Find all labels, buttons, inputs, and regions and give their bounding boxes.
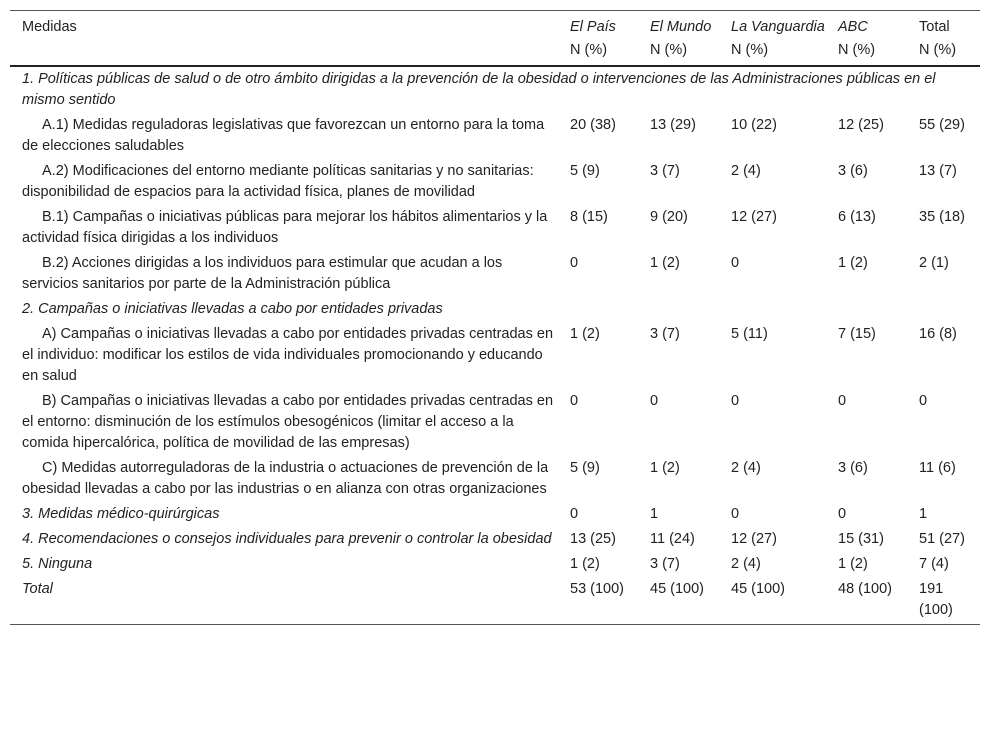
table-header [10, 11, 980, 67]
measure-sublabel: B.2) Acciones dirigidas a los individuos para estimular que acudan a los servicios sanitarios por parte de la Administración pública [22, 255, 503, 292]
cell-el-pais: 20 (38) [570, 117, 616, 133]
cell-el-mundo: 3 (7) [650, 163, 680, 179]
table-row [10, 251, 980, 297]
cell-el-pais: 8 (15) [570, 209, 608, 225]
table-row [10, 205, 980, 251]
cell-total: 2 (1) [919, 255, 949, 271]
measure-category: 4. Recomendaciones o consejos individuales para prevenir o controlar la obesidad [22, 531, 552, 547]
cell-la-vanguardia: 0 [731, 255, 740, 271]
header-el-pais: El País [570, 19, 616, 35]
unit-la-vanguardia: N (%) [731, 42, 769, 58]
table-row [10, 456, 980, 502]
cell-total: 13 (7) [919, 163, 957, 179]
table-row [10, 502, 980, 527]
cell-la-vanguardia: 2 (4) [731, 163, 761, 179]
measure-sublabel: B) Campañas o iniciativas llevadas a cabo por entidades privadas centradas en el entorno: disminución de los estímulos obesogénicos (limitar el acceso a la comida hipercalórica, política de movilidad de las empresas) [22, 393, 554, 451]
cell-el-pais: 5 (9) [570, 460, 600, 476]
cell-el-pais: 0 [570, 393, 579, 409]
cell-el-pais: 13 (25) [570, 531, 616, 547]
cell-la-vanguardia: 2 (4) [731, 556, 761, 572]
cell-abc: 15 (31) [838, 531, 884, 547]
cell-la-vanguardia: 12 (27) [731, 531, 777, 547]
cell-el-mundo: 3 (7) [650, 326, 680, 342]
measures-table [10, 10, 980, 625]
unit-el-mundo: N (%) [650, 42, 688, 58]
cell-abc: 12 (25) [838, 117, 884, 133]
cell-la-vanguardia: 0 [731, 506, 740, 522]
table-row [10, 159, 980, 205]
measure-category: 1. Políticas públicas de salud o de otro ámbito dirigidas a la prevención de la obesidad o intervenciones de las Administraciones públicas en el mismo sentido [22, 71, 936, 108]
cell-el-mundo: 1 (2) [650, 460, 680, 476]
cell-el-mundo: 13 (29) [650, 117, 696, 133]
header-blank [10, 38, 558, 66]
table-row [10, 552, 980, 577]
measure-category: 5. Ninguna [22, 556, 93, 572]
measure-sublabel: A.2) Modificaciones del entorno mediante políticas sanitarias y no sanitarias: disponibilidad de espacios para la actividad física, planes de movilidad [22, 163, 534, 200]
cell-la-vanguardia: 0 [731, 393, 740, 409]
cell-el-mundo: 3 (7) [650, 556, 680, 572]
table-row [10, 113, 980, 159]
cell-total: 7 (4) [919, 556, 949, 572]
measure-category: 2. Campañas o iniciativas llevadas a cabo por entidades privadas [22, 301, 443, 317]
measure-sublabel: C) Medidas autorreguladoras de la industria o actuaciones de prevención de la obesidad llevadas a cabo por las industrias o en alianza con otras organizaciones [22, 460, 549, 497]
cell-el-mundo: 45 (100) [638, 577, 719, 625]
header-el-mundo: El Mundo [650, 19, 712, 35]
cell-total: 51 (27) [919, 531, 965, 547]
table-body [10, 66, 980, 625]
measure-category: Total [10, 577, 558, 625]
cell-el-pais: 0 [570, 255, 579, 271]
unit-total: N (%) [919, 42, 957, 58]
cell-el-pais: 1 (2) [570, 556, 600, 572]
measure-sublabel: A.1) Medidas reguladoras legislativas que favorezcan un entorno para la toma de elecciones saludables [22, 117, 545, 154]
cell-total: 0 [919, 393, 928, 409]
cell-la-vanguardia: 5 (11) [731, 326, 768, 342]
table-row [10, 66, 980, 113]
cell-abc: 48 (100) [826, 577, 907, 625]
cell-abc: 1 (2) [838, 556, 868, 572]
unit-abc: N (%) [838, 42, 876, 58]
cell-abc: 6 (13) [838, 209, 876, 225]
cell-abc: 0 [838, 393, 847, 409]
cell-abc: 3 (6) [838, 460, 868, 476]
header-la-vanguardia: La Vanguardia [731, 19, 825, 35]
header-total: Total [919, 19, 950, 35]
cell-el-pais: 1 (2) [570, 326, 600, 342]
cell-abc: 0 [838, 506, 847, 522]
cell-el-mundo: 1 [650, 506, 659, 522]
table-row [10, 577, 980, 625]
cell-total: 35 (18) [919, 209, 965, 225]
cell-total: 11 (6) [919, 460, 956, 476]
unit-el-pais: N (%) [570, 42, 608, 58]
table-row [10, 322, 980, 389]
cell-el-mundo: 1 (2) [650, 255, 680, 271]
cell-abc: 7 (15) [838, 326, 876, 342]
cell-la-vanguardia: 2 (4) [731, 460, 761, 476]
cell-la-vanguardia: 10 (22) [731, 117, 777, 133]
header-medidas: Medidas [22, 19, 77, 35]
cell-abc: 3 (6) [838, 163, 868, 179]
cell-total: 1 [919, 506, 928, 522]
table-row [10, 389, 980, 456]
cell-el-pais: 5 (9) [570, 163, 600, 179]
cell-el-mundo: 9 (20) [650, 209, 688, 225]
cell-la-vanguardia: 45 (100) [719, 577, 826, 625]
cell-el-mundo: 0 [650, 393, 659, 409]
table-row [10, 297, 980, 322]
measure-category: 3. Medidas médico-quirúrgicas [22, 506, 220, 522]
cell-total: 16 (8) [919, 326, 957, 342]
cell-total: 55 (29) [919, 117, 965, 133]
table-container [10, 10, 980, 625]
header-abc: ABC [838, 19, 868, 35]
measure-sublabel: B.1) Campañas o iniciativas públicas para mejorar los hábitos alimentarios y la actividad física dirigidas a los individuos [22, 209, 548, 246]
cell-abc: 1 (2) [838, 255, 868, 271]
table-row [10, 527, 980, 552]
cell-el-mundo: 11 (24) [650, 531, 695, 547]
cell-total: 191 (100) [907, 577, 980, 625]
cell-el-pais: 53 (100) [558, 577, 638, 625]
cell-la-vanguardia: 12 (27) [731, 209, 777, 225]
measure-sublabel: A) Campañas o iniciativas llevadas a cabo por entidades privadas centradas en el individuo: modificar los estilos de vida individuales promocionando y educando en salud [22, 326, 554, 384]
cell-el-pais: 0 [570, 506, 579, 522]
